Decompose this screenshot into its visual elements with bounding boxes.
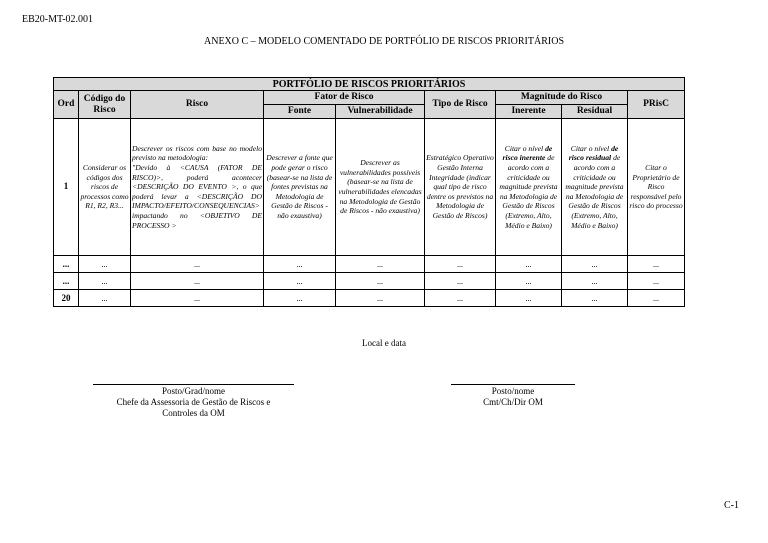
residual-text-b: de risco residual <box>568 143 619 163</box>
risco-intro: Descrever os riscos com base no modelo previsto na metodologia: <box>132 143 262 163</box>
signature-chief-line3: Controles da OM <box>162 408 225 418</box>
header-risco: Risco <box>131 91 264 119</box>
table-row <box>54 256 685 273</box>
cell: ... <box>425 290 496 307</box>
cell: ... <box>496 256 562 273</box>
cell-ord: 1 <box>54 119 79 256</box>
signature-block-commander <box>451 386 575 408</box>
table-caption: PORTFÓLIO DE RISCOS PRIORITÁRIOS <box>54 78 685 91</box>
residual-text-a: Citar o nível <box>570 143 610 153</box>
cell: ... <box>496 290 562 307</box>
cell-tipo: Estratégico Operativo Gestão Interna Integridade (indicar qual tipo de risco dentre os previstos na Metodologia de Gestão de Riscos) <box>425 119 496 256</box>
cell-ord: ... <box>54 256 79 273</box>
signature-commander-line2: Cmt/Ch/Dir OM <box>483 397 543 407</box>
page-number: C-1 <box>724 500 739 511</box>
cell: ... <box>264 273 336 290</box>
signature-line-chief <box>93 384 294 385</box>
cell: ... <box>496 273 562 290</box>
cell-inerente <box>496 119 562 256</box>
cell: ... <box>336 256 425 273</box>
header-vulnerabilidade: Vulnerabilidade <box>336 105 425 119</box>
document-code: EB20-MT-02.001 <box>22 14 94 25</box>
signature-chief-line1: Posto/Grad/nome <box>162 386 225 396</box>
cell: ... <box>628 290 685 307</box>
header-residual: Residual <box>562 105 628 119</box>
header-codigo: Código do Risco <box>79 91 131 119</box>
cell-fonte: Descrever a fonte que pode gerar o risco (basear-se na lista de fontes previstas na Metodologia de Gestão de Riscos - não exaustiva) <box>264 119 336 256</box>
header-tipo-de-risco: Tipo de Risco <box>425 91 496 119</box>
header-ord: Ord <box>54 91 79 119</box>
cell: ... <box>425 256 496 273</box>
signature-line-commander <box>451 384 575 385</box>
table-row <box>54 119 685 256</box>
cell-risco <box>131 119 264 256</box>
local-and-date: Local e data <box>362 338 406 348</box>
cell-codigo: Considerar os códigos dos riscos de processos como R1, R2, R3... <box>79 119 131 256</box>
inerente-text-c: de acordo com a criticidade ou magnitude prevista na Metodologia de Gestão de Riscos (Extremo, Alto, Médio e Baixo) <box>499 153 558 230</box>
cell: ... <box>79 256 131 273</box>
cell: ... <box>131 290 264 307</box>
cell: ... <box>628 256 685 273</box>
cell-vulnerabilidade: Descrever as vulnerabilidades possíveis (basear-se na lista de vulnerabilidades elencadas na Metodologia de Gestão de Riscos - não exaustiva) <box>336 119 425 256</box>
cell: ... <box>628 273 685 290</box>
table-row <box>54 290 685 307</box>
cell: ... <box>425 273 496 290</box>
cell: ... <box>562 273 628 290</box>
residual-text-c: de acordo com a criticidade ou magnitude prevista na Metodologia de Gestão de Riscos (Extremo, Alto, Médio e Baixo) <box>565 153 624 230</box>
header-fator-de-risco: Fator de Risco <box>264 91 425 105</box>
inerente-text-b: de risco inerente <box>502 143 553 163</box>
cell-ord: ... <box>54 273 79 290</box>
header-prisc: PRisC <box>628 91 685 119</box>
cell: ... <box>264 256 336 273</box>
cell: ... <box>562 290 628 307</box>
cell-ord: 20 <box>54 290 79 307</box>
cell: ... <box>336 290 425 307</box>
cell-prisc: Citar o Proprietário de Risco responsável pelo risco do processo <box>628 119 685 256</box>
cell: ... <box>79 273 131 290</box>
header-fonte: Fonte <box>264 105 336 119</box>
annex-title: ANEXO C – MODELO COMENTADO DE PORTFÓLIO DE RISCOS PRIORITÁRIOS <box>204 36 564 47</box>
inerente-text-a: Citar o nível <box>504 143 544 153</box>
signature-block-chief <box>93 386 294 419</box>
header-inerente: Inerente <box>496 105 562 119</box>
risk-portfolio-table <box>53 77 685 307</box>
cell: ... <box>336 273 425 290</box>
cell-residual <box>562 119 628 256</box>
cell: ... <box>79 290 131 307</box>
risco-template: "Devido à <CAUSA (FATOR DE RISCO)>, poderá acontecer <DESCRIÇÃO DO EVENTO >, o que poderá levar a <DESCRIÇÃO DO IMPACTO/EFEITO/CONSEQUENCIAS> impactando no <OBJETIVO DE PROCESSO > <box>132 163 262 230</box>
signature-chief-line2: Chefe da Assessoria de Gestão de Riscos e <box>116 397 271 407</box>
cell: ... <box>562 256 628 273</box>
header-magnitude: Magnitude do Risco <box>496 91 628 105</box>
cell: ... <box>131 256 264 273</box>
signature-commander-line1: Posto/nome <box>491 386 535 396</box>
cell: ... <box>264 290 336 307</box>
cell: ... <box>131 273 264 290</box>
table-row <box>54 273 685 290</box>
